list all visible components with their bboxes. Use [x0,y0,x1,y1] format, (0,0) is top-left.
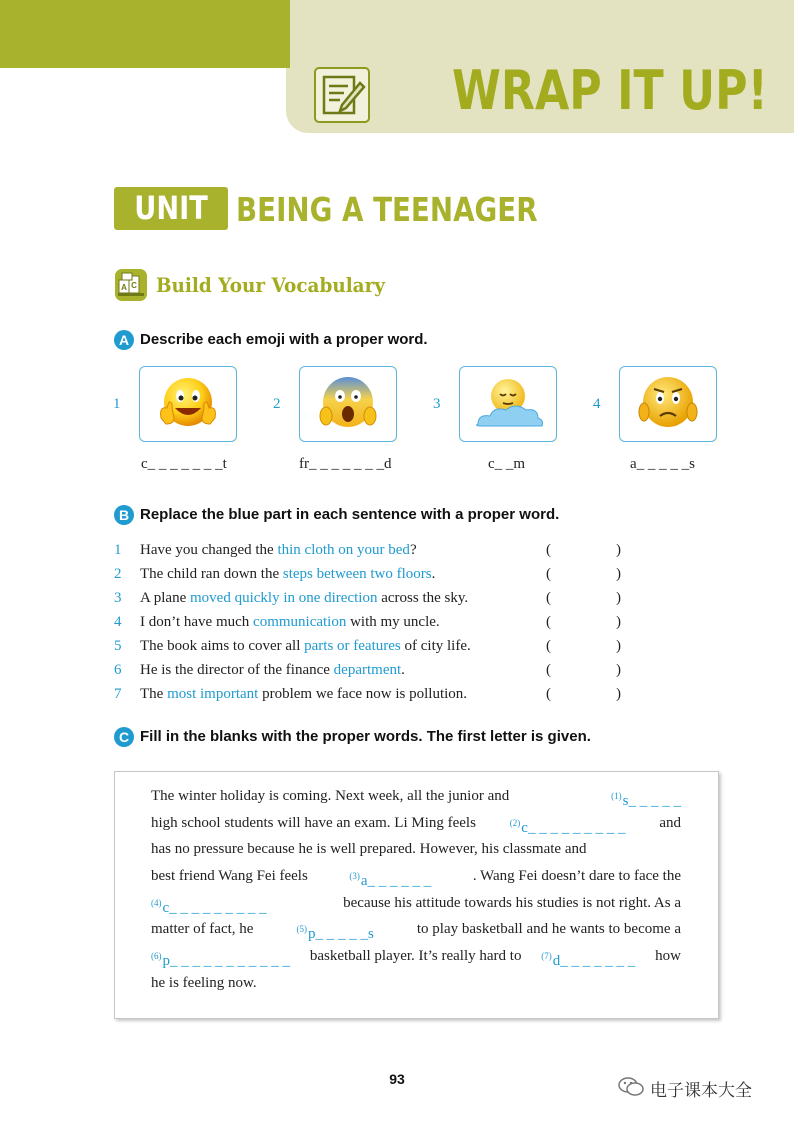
emoji-answer: fr_ _ _ _ _ _ _d [299,456,392,472]
section-b-badge: B [114,505,134,525]
passage-text: best friend Wang Fei feels [151,868,308,884]
highlighted-phrase: thin cloth on your bed [277,542,410,558]
emoji-card [459,366,557,442]
emoji-number: 3 [433,396,441,412]
answer-paren-left: ( [546,638,551,654]
emoji-number: 2 [273,396,281,412]
passage-text: matter of fact, he [151,921,254,937]
answer-paren-left: ( [546,542,551,558]
svg-text:A: A [121,283,127,292]
section-c-badge: C [114,727,134,747]
header-accent-bar [0,0,290,68]
sentence-text: The book aims to cover all [140,638,305,654]
row-number: 1 [114,542,122,558]
sentence-text: The child ran down the [140,566,283,582]
fill-blank: c_ _ _ _ _ _ _ _ _ [162,900,267,916]
passage-text: how [655,948,681,964]
fill-blank: a_ _ _ _ _ _ [360,873,432,889]
emoji-answer: c_ _m [488,456,526,472]
unit-title: BEING A TEENAGER [236,190,538,229]
passage-line [151,970,681,997]
answer-paren-left: ( [546,590,551,606]
sentence-row [114,634,674,658]
emoji-answer: a_ _ _ _ _s [630,456,695,472]
answer-paren-right: ) [616,662,621,678]
worried-emoji [633,372,703,436]
page-title: WRAP IT UP! [452,59,768,122]
answer-paren-right: ) [616,686,621,702]
section-c-title: Fill in the blanks with the proper words. The first letter is given. [140,728,591,745]
sentence-text: He is the director of the finance [140,662,334,678]
highlighted-phrase: moved quickly in one direction [190,590,378,606]
passage-text: because his attitude towards his studies is not right. As a [343,895,681,911]
row-number: 7 [114,686,122,702]
passage-text: has no pressure because he is well prepared. However, his classmate and [151,841,587,857]
vocabulary-heading: Build Your Vocabulary [156,273,385,297]
passage-text: and [659,815,681,831]
sentence-row [114,586,674,610]
highlighted-phrase: parts or features [304,638,401,654]
sentence-text: Have you changed the [140,542,278,558]
sentence-row [114,538,674,562]
fill-blank: p_ _ _ _ _s [308,926,374,942]
passage-text: basketball player. It’s really hard to [309,948,522,964]
sentence-row [114,682,674,706]
answer-paren-left: ( [546,614,551,630]
svg-text:C: C [131,281,137,290]
sentence-text: with my uncle. [346,614,440,630]
answer-paren-right: ) [616,590,621,606]
blank-number: (3) [349,871,360,881]
sentence-text: ? [409,542,417,558]
highlighted-phrase: steps between two floors [282,566,432,582]
blank-number: (7) [541,951,552,961]
row-number: 2 [114,566,122,582]
answer-paren-left: ( [546,686,551,702]
row-number: 4 [114,614,122,630]
section-b-title: Replace the blue part in each sentence with a proper word. [140,506,560,523]
passage-text: to play basketball and he wants to become a [416,921,681,937]
sentence-text: I don’t have much [140,614,254,630]
sentence-text: across the sky. [377,590,469,606]
emoji-card [619,366,717,442]
emoji-answer: c_ _ _ _ _ _ _t [141,456,227,472]
sentence-row [114,658,674,682]
row-number: 3 [114,590,122,606]
unit-label-text: UNIT 1 [134,189,208,270]
calm-cloud-emoji [468,372,548,436]
sentence-text: . [431,566,436,582]
unit-label [114,187,228,270]
sentence-text: The [140,686,168,702]
watermark-label: 电子课本大全 [650,1081,752,1101]
blank-number: (5) [296,924,307,934]
fill-blank: c_ _ _ _ _ _ _ _ _ [521,820,626,836]
passage-text: . Wang Fei doesn’t dare to face the [472,868,681,884]
answer-paren-right: ) [616,638,621,654]
emoji-card [299,366,397,442]
emoji-card [139,366,237,442]
highlighted-phrase: communication [253,614,347,630]
abc-blocks-icon [114,268,148,302]
passage-text: high school students will have an exam. Li Ming feels [151,815,476,831]
passage-text: The winter holiday is coming. Next week, all the junior and [151,788,510,804]
fill-blank: d_ _ _ _ _ _ _ [552,953,636,969]
sentence-text: . [401,662,405,678]
sentence-row [114,610,674,634]
blank-number: (6) [151,951,162,961]
answer-paren-right: ) [616,566,621,582]
blank-number: (4) [151,898,162,908]
screaming-emoji [313,372,383,436]
highlighted-phrase: department [333,662,402,678]
sentence-row [114,562,674,586]
emoji-number: 4 [593,396,601,412]
wechat-icon [618,1076,644,1098]
answer-paren-left: ( [546,662,551,678]
sentence-text: A plane [140,590,190,606]
answer-paren-right: ) [616,614,621,630]
answer-paren-right: ) [616,542,621,558]
passage-line [151,836,681,863]
sentence-text: problem we face now is pollution. [258,686,468,702]
section-a-badge: A [114,330,134,350]
thumbs-up-smile-emoji [153,372,223,436]
blank-number: (1) [611,791,622,801]
row-number: 6 [114,662,122,678]
answer-paren-left: ( [546,566,551,582]
page-number: 93 [389,1071,405,1087]
row-number: 5 [114,638,122,654]
notepad-pencil-icon [314,67,370,123]
highlighted-phrase: most important [167,686,259,702]
passage-text: he is feeling now. [151,975,257,991]
section-a-title: Describe each emoji with a proper word. [140,331,428,348]
sentence-text: of city life. [400,638,471,654]
blank-number: (2) [509,818,521,828]
fill-blank: p_ _ _ _ _ _ _ _ _ _ _ [162,953,290,969]
fill-blank: s_ _ _ _ _ [622,793,681,809]
emoji-number: 1 [113,396,121,412]
